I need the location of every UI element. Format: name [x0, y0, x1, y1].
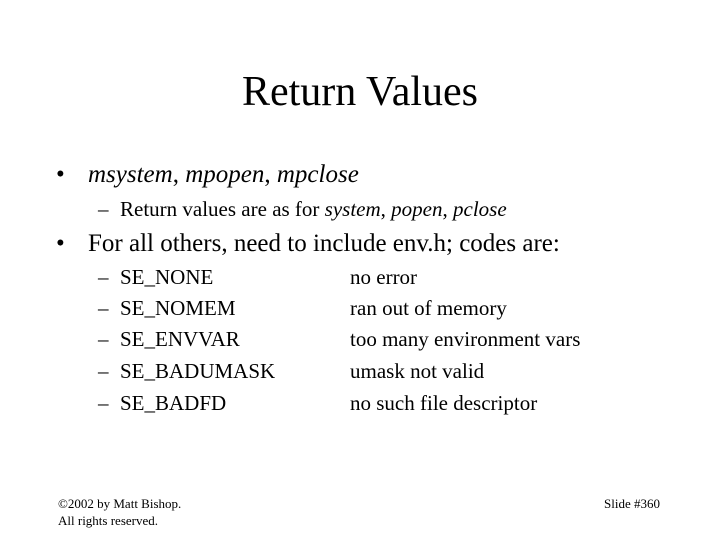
dash-glyph: – — [98, 327, 109, 351]
dash-glyph: – — [98, 197, 109, 221]
code-meaning: no such file descriptor — [350, 391, 538, 415]
code-row — [98, 264, 417, 290]
code-name: SE_ENVVAR — [120, 327, 240, 351]
dash-glyph: – — [98, 391, 109, 415]
code-meaning: umask not valid — [350, 359, 485, 383]
msystem-term: msystem — [88, 161, 173, 188]
code-name: SE_BADFD — [120, 391, 227, 415]
pclose-term: pclose — [453, 197, 507, 221]
copyright-footer — [58, 495, 181, 529]
mpopen-term: mpopen — [185, 161, 265, 188]
copyright-line-2: All rights reserved. — [58, 513, 159, 528]
bullet-1: • msystem, mpopen, mpclose — [56, 161, 359, 188]
code-name: SE_NONE — [120, 265, 214, 289]
bullet-1-sub: – Return values are as for system, popen, pclose — [98, 197, 507, 221]
code-name: SE_BADUMASK — [120, 359, 276, 383]
bullet-glyph: • — [56, 230, 65, 257]
code-row — [98, 358, 484, 384]
slide-title: Return Values — [241, 69, 479, 115]
sub-text: Return values are as for — [120, 197, 325, 221]
code-meaning: ran out of memory — [350, 296, 507, 320]
code-name: SE_NOMEM — [120, 296, 236, 320]
system-term: system — [324, 197, 381, 221]
dash-glyph: – — [98, 359, 109, 383]
bullet-glyph: • — [56, 161, 65, 188]
code-meaning: too many environment vars — [350, 327, 581, 351]
code-meaning: no error — [350, 265, 418, 289]
code-row — [98, 326, 580, 352]
bullet-2-text: For all others, need to include env.h; codes are: — [88, 230, 560, 257]
code-row — [98, 390, 537, 416]
mpclose-term: mpclose — [276, 161, 359, 188]
dash-glyph: – — [98, 296, 109, 320]
popen-term: popen — [391, 197, 443, 221]
slide-number: Slide #360 — [604, 496, 660, 511]
dash-glyph: – — [98, 265, 109, 289]
copyright-line-1: ©2002 by Matt Bishop. — [58, 496, 182, 511]
code-row — [98, 295, 507, 321]
bullet-2 — [56, 229, 560, 259]
